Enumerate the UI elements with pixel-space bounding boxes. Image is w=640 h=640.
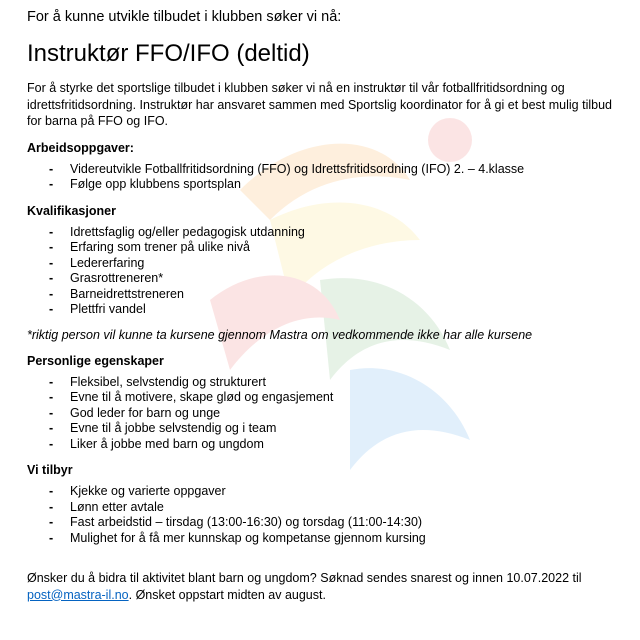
offer-list: [27, 484, 617, 546]
duties-list: [27, 162, 617, 193]
dash-marker: -: [49, 499, 54, 514]
list-item: - Følge opp klubbens sportsplan: [49, 177, 241, 191]
dash-marker: -: [49, 530, 54, 545]
closing-text: Ønsker du å bidra til aktivitet blant barn og ungdom? Søknad sendes snarest og innen 10.07.2022 til: [27, 571, 582, 585]
email-link[interactable]: post@mastra-il.no: [27, 587, 129, 602]
job-posting: [27, 0, 617, 603]
dash-marker: -: [49, 255, 54, 270]
list-item: - Barneidrettstreneren: [49, 286, 184, 301]
dash-marker: -: [49, 484, 54, 498]
description-paragraph: For å styrke det sportslige tilbudet i klubben søker vi nå en instruktør til vår fotballfritidsordning og idrettsfritidsordning. Instruktør har ansvaret sammen med Sportslig koordinator for å gi et best mulig tilbud for barna på FFO og IFO.: [27, 81, 612, 128]
dash-marker: -: [49, 515, 54, 529]
qualifications-heading: Kvalifikasjoner: [27, 203, 116, 218]
duties-heading: Arbeidsoppgaver:: [27, 140, 134, 155]
dash-marker: -: [49, 224, 54, 239]
dash-marker: -: [49, 374, 54, 389]
course-note: *riktig person vil kunne ta kursene gjennom Mastra om vedkommende ikke har alle kursene: [27, 327, 533, 342]
list-item: - Lønn etter avtale: [49, 499, 164, 514]
personal-heading: Personlige egenskaper: [27, 353, 164, 368]
list-item: - Ledererfaring: [49, 255, 145, 270]
list-item: - Fast arbeidstid – tirsdag (13:00-16:30) og torsdag (11:00-14:30): [49, 515, 423, 529]
qualifications-list: [27, 225, 617, 318]
list-item: - Evne til å motivere, skape glød og engasjement: [49, 390, 334, 404]
closing-paragraph: [27, 570, 617, 603]
list-item: - Videreutvikle Fotballfritidsordning (FFO) og Idrettsfritidsordning (IFO) 2. – 4.klasse: [49, 161, 525, 176]
dash-marker: -: [49, 421, 54, 435]
list-item: - Liker å jobbe med barn og ungdom: [49, 436, 264, 451]
dash-marker: -: [49, 161, 54, 176]
list-item: - Kjekke og varierte oppgaver: [49, 484, 226, 498]
personal-list: [27, 375, 617, 453]
list-item: - Plettfri vandel: [49, 302, 146, 316]
dash-marker: -: [49, 405, 54, 420]
closing-text-end: . Ønsket oppstart midten av august.: [128, 587, 326, 602]
dash-marker: -: [49, 286, 54, 301]
dash-marker: -: [49, 177, 54, 191]
dash-marker: -: [49, 302, 54, 316]
intro-text: For å kunne utvikle tilbudet i klubben søker vi nå:: [27, 9, 342, 25]
dash-marker: -: [49, 240, 54, 254]
list-item: - God leder for barn og unge: [49, 405, 221, 420]
dash-marker: -: [49, 436, 54, 451]
list-item: - Evne til å jobbe selvstendig og i team: [49, 421, 277, 435]
dash-marker: -: [49, 271, 54, 285]
list-item: - Erfaring som trener på ulike nivå: [49, 240, 250, 254]
list-item: - Fleksibel, selvstendig og strukturert: [49, 374, 266, 389]
dash-marker: -: [49, 390, 54, 404]
page-title: Instruktør FFO/IFO (deltid): [27, 40, 310, 67]
list-item: - Mulighet for å få mer kunnskap og kompetanse gjennom kursing: [49, 530, 426, 545]
offer-heading: Vi tilbyr: [27, 463, 73, 477]
list-item: - Idrettsfaglig og/eller pedagogisk utdanning: [49, 224, 305, 239]
list-item: - Grasrottreneren*: [49, 271, 164, 285]
